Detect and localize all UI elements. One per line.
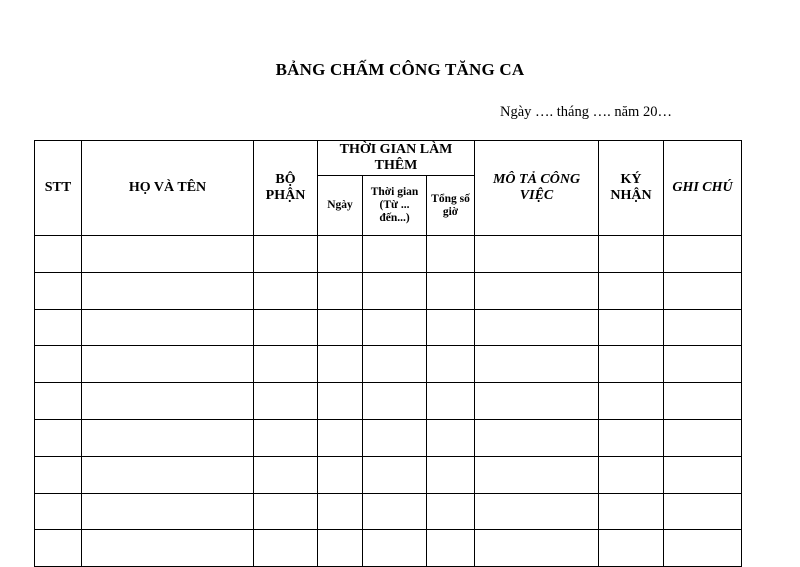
header-mo-ta-cong-viec: MÔ TẢ CÔNG VIỆC — [475, 141, 599, 236]
document-title: BẢNG CHẤM CÔNG TĂNG CA — [275, 60, 525, 79]
table-cell[interactable] — [35, 309, 82, 346]
table-cell[interactable] — [35, 493, 82, 530]
table-cell[interactable] — [363, 346, 427, 383]
table-cell[interactable] — [475, 419, 599, 456]
table-cell[interactable] — [82, 493, 254, 530]
table-cell[interactable] — [363, 456, 427, 493]
header-ky-nhan: KÝ NHẬN — [599, 141, 664, 236]
table-cell[interactable] — [82, 456, 254, 493]
header-bo-phan: BỘ PHẬN — [254, 141, 318, 236]
table-cell[interactable] — [363, 493, 427, 530]
overtime-table — [34, 140, 742, 567]
table-cell[interactable] — [82, 383, 254, 420]
table-body — [35, 236, 742, 567]
table-cell[interactable] — [318, 309, 363, 346]
table-cell[interactable] — [82, 272, 254, 309]
table-cell[interactable] — [664, 346, 742, 383]
table-cell[interactable] — [664, 456, 742, 493]
header-stt: STT — [35, 141, 82, 236]
table-cell[interactable] — [599, 456, 664, 493]
table-cell[interactable] — [475, 493, 599, 530]
table-cell[interactable] — [427, 456, 475, 493]
table-cell[interactable] — [318, 530, 363, 567]
table-cell[interactable] — [363, 236, 427, 273]
table-cell[interactable] — [599, 419, 664, 456]
table-cell[interactable] — [664, 272, 742, 309]
table-cell[interactable] — [475, 346, 599, 383]
table-cell[interactable] — [363, 530, 427, 567]
table-row — [35, 383, 742, 420]
table-row — [35, 236, 742, 273]
table-row — [35, 530, 742, 567]
table-cell[interactable] — [254, 272, 318, 309]
table-cell[interactable] — [254, 309, 318, 346]
table-cell[interactable] — [254, 236, 318, 273]
header-ghi-chu: GHI CHÚ — [664, 141, 742, 236]
table-cell[interactable] — [427, 346, 475, 383]
table-cell[interactable] — [427, 309, 475, 346]
table-cell[interactable] — [35, 419, 82, 456]
table-cell[interactable] — [427, 383, 475, 420]
table-cell[interactable] — [254, 530, 318, 567]
table-row — [35, 346, 742, 383]
table-cell[interactable] — [664, 530, 742, 567]
table-cell[interactable] — [475, 309, 599, 346]
table-cell[interactable] — [664, 236, 742, 273]
table-row — [35, 272, 742, 309]
header-ngay: Ngày — [318, 176, 363, 236]
table-cell[interactable] — [82, 236, 254, 273]
table-cell[interactable] — [254, 493, 318, 530]
table-cell[interactable] — [35, 383, 82, 420]
table-cell[interactable] — [363, 383, 427, 420]
table-header — [35, 141, 742, 236]
table-cell[interactable] — [82, 530, 254, 567]
table-cell[interactable] — [664, 383, 742, 420]
table-cell[interactable] — [427, 419, 475, 456]
table-cell[interactable] — [35, 456, 82, 493]
table-cell[interactable] — [363, 309, 427, 346]
table-cell[interactable] — [599, 493, 664, 530]
table-cell[interactable] — [599, 383, 664, 420]
table-cell[interactable] — [35, 530, 82, 567]
table-cell[interactable] — [599, 530, 664, 567]
table-row — [35, 419, 742, 456]
date-line: Ngày …. tháng …. năm 20… — [500, 104, 672, 120]
table-cell[interactable] — [599, 346, 664, 383]
table-cell[interactable] — [475, 530, 599, 567]
table-cell[interactable] — [599, 236, 664, 273]
table-cell[interactable] — [254, 346, 318, 383]
table-row — [35, 493, 742, 530]
table-row — [35, 456, 742, 493]
table-cell[interactable] — [363, 419, 427, 456]
table-row — [35, 309, 742, 346]
table-cell[interactable] — [254, 456, 318, 493]
header-ho-va-ten: HỌ VÀ TÊN — [82, 141, 254, 236]
table-cell[interactable] — [599, 272, 664, 309]
table-cell[interactable] — [35, 272, 82, 309]
table-cell[interactable] — [318, 236, 363, 273]
table-cell[interactable] — [475, 236, 599, 273]
table-cell[interactable] — [35, 346, 82, 383]
table-cell[interactable] — [318, 272, 363, 309]
table-cell[interactable] — [475, 456, 599, 493]
header-thoi-gian: Thời gian (Từ ... đến...) — [363, 176, 427, 236]
table-cell[interactable] — [427, 530, 475, 567]
table-cell[interactable] — [475, 383, 599, 420]
table-cell[interactable] — [427, 236, 475, 273]
table-cell[interactable] — [82, 309, 254, 346]
table-cell[interactable] — [318, 383, 363, 420]
table-cell[interactable] — [427, 493, 475, 530]
table-cell[interactable] — [318, 493, 363, 530]
table-cell[interactable] — [82, 419, 254, 456]
table-cell[interactable] — [664, 309, 742, 346]
table-cell[interactable] — [254, 383, 318, 420]
table-cell[interactable] — [318, 456, 363, 493]
table-cell[interactable] — [82, 346, 254, 383]
table-cell[interactable] — [427, 272, 475, 309]
table-cell[interactable] — [35, 236, 82, 273]
header-thoi-gian-lam-them: THỜI GIAN LÀM THÊM — [318, 141, 475, 176]
table-cell[interactable] — [363, 272, 427, 309]
table-cell[interactable] — [664, 419, 742, 456]
table-cell[interactable] — [254, 419, 318, 456]
header-tong-so-gio: Tổng số giờ — [427, 176, 475, 236]
table-cell[interactable] — [664, 493, 742, 530]
table-cell[interactable] — [318, 346, 363, 383]
table-cell[interactable] — [318, 419, 363, 456]
table-cell[interactable] — [599, 309, 664, 346]
table-cell[interactable] — [475, 272, 599, 309]
